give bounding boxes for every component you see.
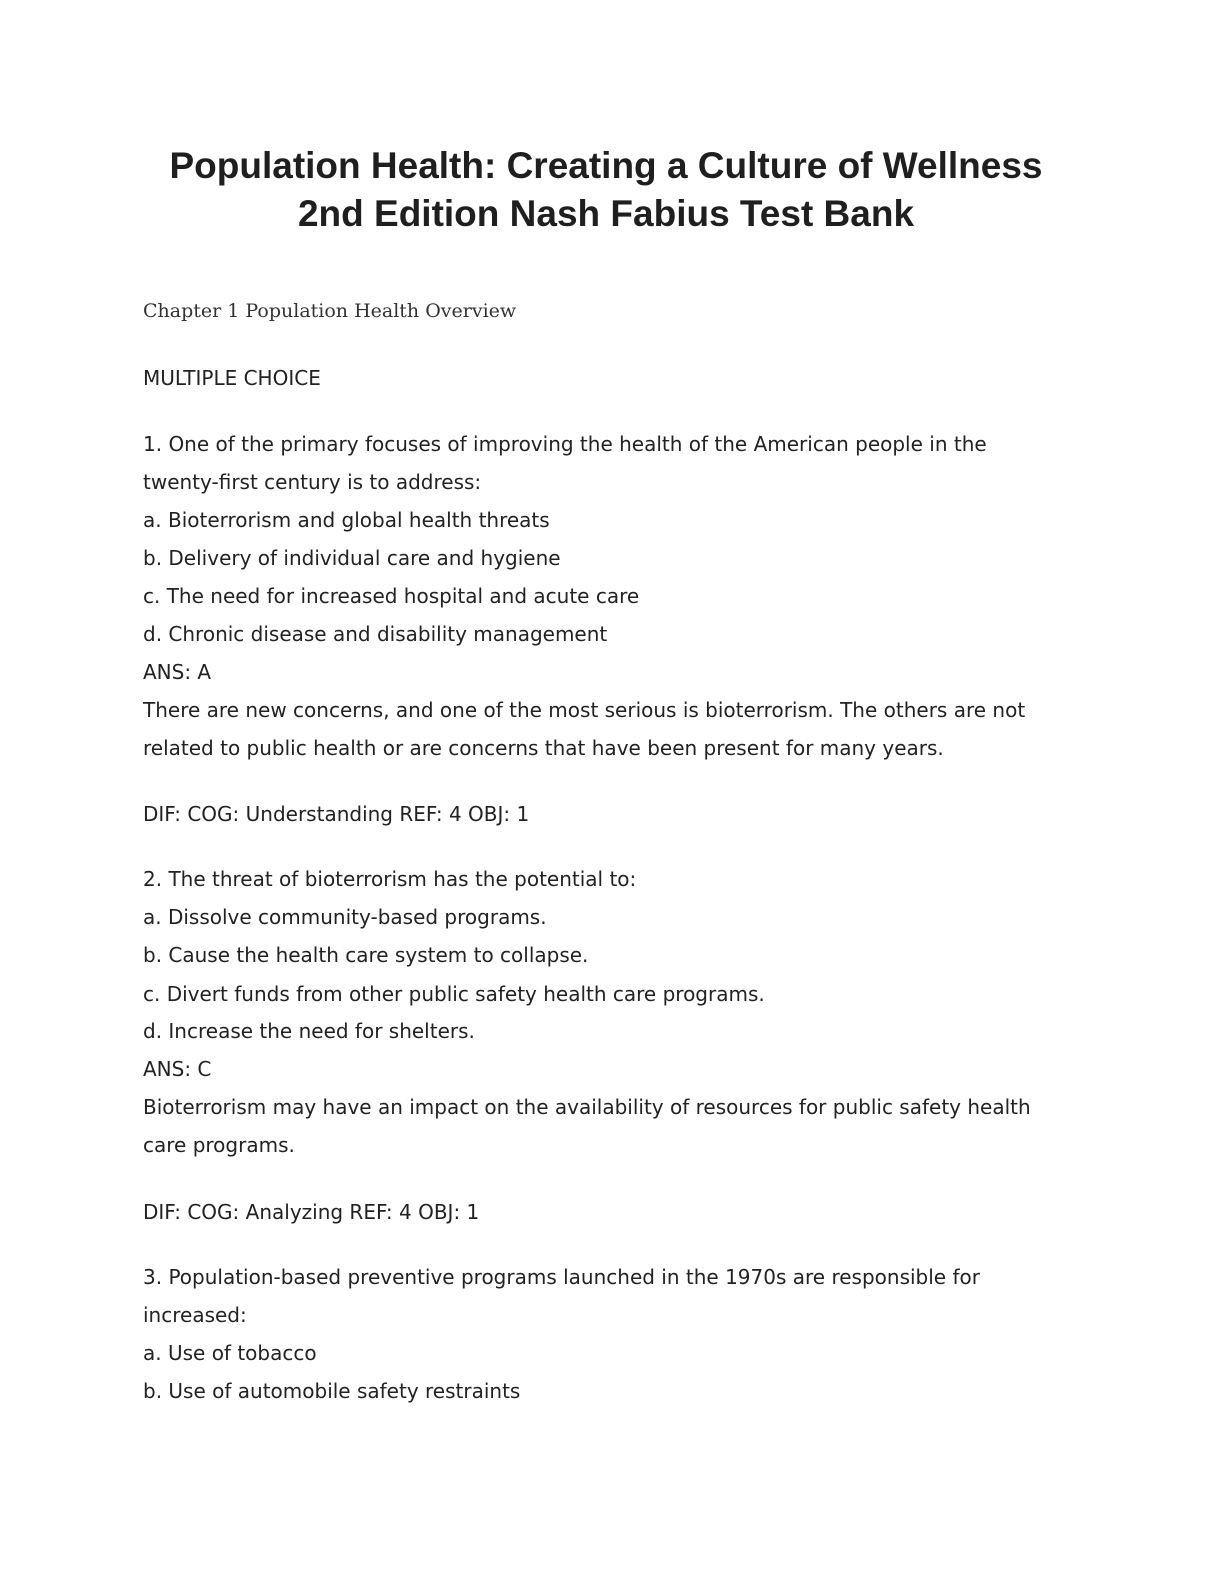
question-1-option-a: a. Bioterrorism and global health threats bbox=[143, 508, 550, 532]
title-line-1: Population Health: Creating a Culture of Wellness bbox=[169, 145, 1043, 186]
question-2-option-a: a. Dissolve community-based programs. bbox=[143, 905, 547, 929]
question-1-option-c: c. The need for increased hospital and acute care bbox=[143, 584, 640, 608]
question-2-rationale-line-2: care programs. bbox=[143, 1133, 295, 1157]
question-1-answer: ANS: A bbox=[143, 660, 212, 684]
question-2-stem-line-1: 2. The threat of bioterrorism has the potential to: bbox=[143, 867, 637, 891]
question-1-stem-line-1: 1. One of the primary focuses of improving the health of the American people in the bbox=[143, 432, 987, 456]
question-2-meta: DIF: COG: Analyzing REF: 4 OBJ: 1 bbox=[143, 1200, 480, 1224]
question-2-option-d: d. Increase the need for shelters. bbox=[143, 1019, 475, 1043]
question-2-option-c: c. Divert funds from other public safety health care programs. bbox=[143, 982, 765, 1006]
question-1-option-d: d. Chronic disease and disability management bbox=[143, 622, 608, 646]
document-title bbox=[100, 142, 1112, 238]
chapter-heading: Chapter 1 Population Health Overview bbox=[143, 300, 517, 322]
question-3-option-a: a. Use of tobacco bbox=[143, 1341, 317, 1365]
question-1-rationale-line-2: related to public health or are concerns that have been present for many years. bbox=[143, 736, 944, 760]
question-1-rationale-line-1: There are new concerns, and one of the most serious is bioterrorism. The others are not bbox=[143, 698, 1026, 722]
question-3-option-b: b. Use of automobile safety restraints bbox=[143, 1379, 521, 1403]
question-1-meta: DIF: COG: Understanding REF: 4 OBJ: 1 bbox=[143, 802, 530, 826]
question-3-stem-line-1: 3. Population-based preventive programs launched in the 1970s are responsible for bbox=[143, 1265, 980, 1289]
question-1-stem-line-2: twenty-first century is to address: bbox=[143, 470, 482, 494]
question-1-option-b: b. Delivery of individual care and hygiene bbox=[143, 546, 561, 570]
question-2-option-b: b. Cause the health care system to collapse. bbox=[143, 943, 589, 967]
title-line-2: 2nd Edition Nash Fabius Test Bank bbox=[297, 193, 915, 234]
question-2-rationale-line-1: Bioterrorism may have an impact on the availability of resources for public safety health bbox=[143, 1095, 1031, 1119]
section-heading: MULTIPLE CHOICE bbox=[143, 366, 321, 390]
question-2-answer: ANS: C bbox=[143, 1057, 212, 1081]
question-3-stem-line-2: increased: bbox=[143, 1303, 247, 1327]
